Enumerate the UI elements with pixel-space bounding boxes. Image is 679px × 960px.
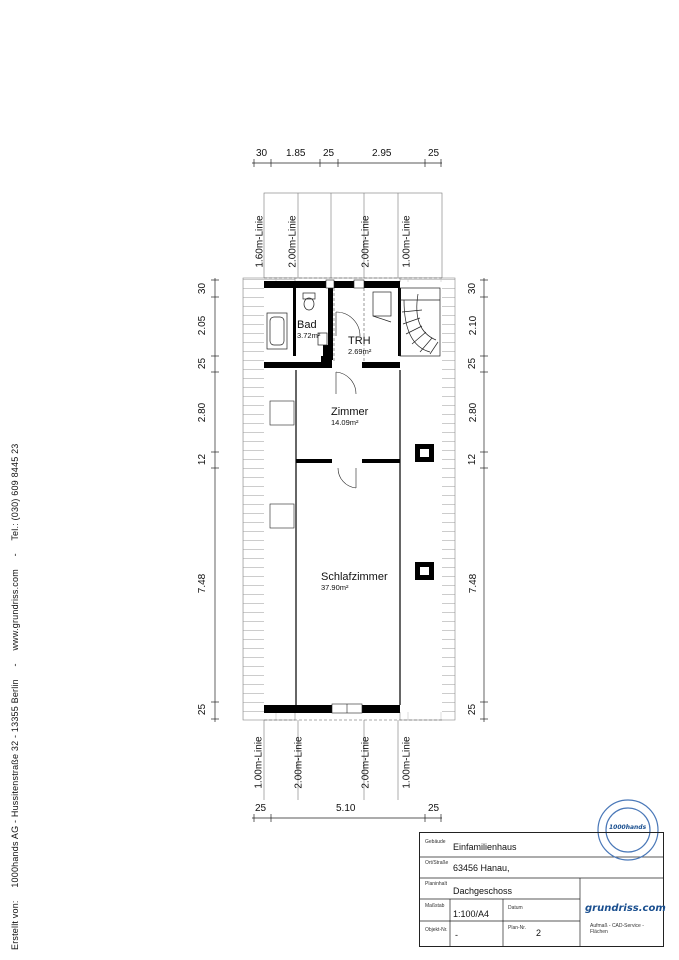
dim-left-2: 2.05: [197, 315, 209, 336]
room-bad-area: 3.72m²: [297, 331, 321, 340]
dim-left-5: 12: [197, 453, 209, 466]
plan-label: Plan-Nr.: [508, 925, 527, 931]
height-line-top-4: 1.00m-Linie: [401, 215, 413, 268]
dim-right-1: 30: [467, 282, 479, 295]
planinhalt-value: Dachgeschoss: [453, 886, 513, 896]
massstab-value: 1:100/A4: [453, 909, 490, 919]
objekt-label: Objekt-Nr.: [425, 927, 448, 933]
grundriss-logo: grundriss.com: [585, 903, 666, 914]
ort-value: 63456 Hanau,: [453, 863, 510, 873]
room-bad-name: Bad: [297, 319, 317, 331]
stamp-text: 1000hands: [609, 824, 647, 831]
height-line-bottom-1: 1.00m-Linie: [253, 736, 265, 789]
company-address: 1000hands AG - Hussitenstraße 32 - 13355 Berlin: [10, 679, 20, 888]
dim-top-2: 1.85: [286, 148, 306, 159]
created-by-label: Erstellt von:: [10, 900, 20, 950]
dim-left-1: 30: [197, 282, 209, 295]
dim-bottom-1: 25: [255, 803, 267, 814]
dim-top-5: 25: [428, 148, 440, 159]
dim-top-4: 2.95: [372, 148, 392, 159]
gebaeude-value: Einfamilienhaus: [453, 842, 517, 852]
room-zimmer-area: 14.09m²: [331, 418, 359, 427]
gebaeude-label: Gebäude: [425, 839, 446, 845]
dim-left-7: 25: [197, 703, 209, 716]
plan-value: 2: [536, 928, 542, 938]
height-line-bottom-3: 2.00m-Linie: [360, 736, 372, 789]
datum-label: Datum: [508, 905, 523, 911]
ort-label: Ort/Straße: [425, 860, 449, 866]
company-website: www.grundriss.com: [10, 569, 20, 651]
dim-right-6: 7.48: [468, 573, 480, 594]
dim-right-4: 2.80: [468, 402, 480, 423]
room-trh-area: 2.69m²: [348, 347, 372, 356]
column: [321, 356, 329, 363]
top-dimension-line: [252, 159, 442, 167]
dim-left-3: 25: [197, 357, 209, 370]
planinhalt-label: Planinhalt: [425, 881, 447, 887]
height-line-bottom-4: 1.00m-Linie: [401, 736, 413, 789]
dim-bottom-2: 5.10: [336, 803, 356, 814]
bottom-dimension-line: [252, 814, 442, 822]
separator: -: [10, 663, 20, 667]
separator: -: [10, 553, 20, 557]
lower-roof-band: [264, 720, 398, 800]
left-dimension-line: [211, 278, 219, 722]
height-line-bottom-2: 2.00m-Linie: [293, 736, 305, 789]
room-schlafzimmer-area: 37.90m²: [321, 583, 349, 592]
dim-right-7: 25: [467, 703, 479, 716]
dim-left-6: 7.48: [197, 573, 209, 594]
dim-right-3: 25: [467, 357, 479, 370]
right-dimension-line: [480, 278, 488, 722]
height-line-top-3: 2.00m-Linie: [360, 215, 372, 268]
dim-top-1: 30: [256, 148, 268, 159]
room-zimmer-name: Zimmer: [331, 406, 369, 418]
dim-right-2: 2.10: [468, 315, 480, 336]
dim-bottom-3: 25: [428, 803, 440, 814]
company-phone: Tel.: (030) 609 8445 23: [10, 443, 20, 541]
room-schlafzimmer-name: Schlafzimmer: [321, 571, 388, 583]
logo-tagline: Aufmaß - CAD-Service - Flächen: [590, 923, 644, 935]
objekt-value: -: [455, 930, 458, 940]
height-line-top-1: 1.60m-Linie: [254, 215, 266, 268]
dim-right-5: 12: [467, 453, 479, 466]
height-line-top-2: 2.00m-Linie: [287, 215, 299, 268]
massstab-label: Maßstab: [425, 903, 445, 909]
dim-left-4: 2.80: [197, 402, 209, 423]
dim-top-3: 25: [323, 148, 335, 159]
title-block: [419, 832, 664, 947]
room-trh-name: TRH: [348, 335, 371, 347]
